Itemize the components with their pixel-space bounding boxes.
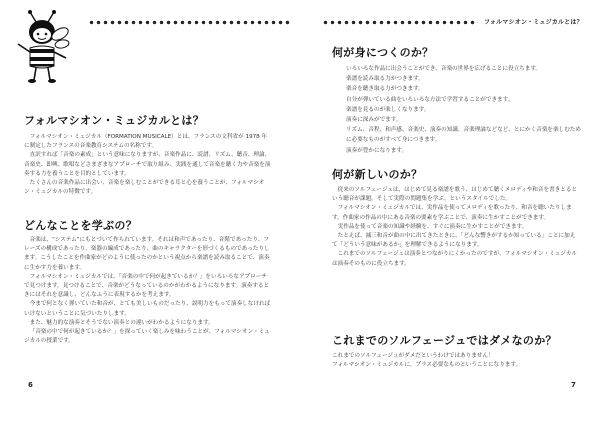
list-item: 演奏が豊かになります。 bbox=[346, 147, 408, 154]
paragraph: たとえば、減三和音が曲の中に出てきたときに、「どんな響きがするか知っている」ことに加えて「どういう意味があるか」を理解できるようになります。 bbox=[332, 233, 576, 249]
section-title-what-to-learn: どんなことを学ぶの？ bbox=[24, 219, 137, 232]
paragraph: たくさんの音楽作品に出会い、音楽を楽しむことができる耳と心を養うことが、フォルマシオン・ミュジカルの特徴です。 bbox=[24, 180, 265, 196]
paragraph: フォルマシオン・ミュジカルでは、実作品を使ってメロディを歌ったり、和音を聴いたりします。作曲家の作品の中にある音楽の要素を学ぶことで、演奏に生かすことができます。 bbox=[332, 205, 572, 221]
section-body-old-solfege bbox=[332, 352, 580, 370]
list-item: 自分が弾いている曲をいろいろな方法で学習することができます。 bbox=[346, 96, 514, 103]
paragraph: これまでのソルフェージュがダメだというわけではありません！ bbox=[332, 353, 494, 359]
paragraph: 今まで何となく弾いていた和音が、とても美しいものだったり、説明力をもって演奏しなければいけないということに気づいたりします。 bbox=[24, 301, 271, 317]
paragraph: 従来のソルフェージュは、はじめて見る楽譜を歌う、はじめて聴くメロディや和音を書きとるという聴音が課題。そして実際の問題集を学ぶ。というスタイルでした。 bbox=[332, 187, 578, 203]
list-item: 楽譜を読み取る力がつきます。 bbox=[346, 76, 424, 83]
running-head: フォルマシオン・ミュジカルとは？ bbox=[484, 19, 583, 26]
benefits-list bbox=[346, 64, 586, 156]
list-item: リズム、音程、和声感、音楽史、演奏の知識、音楽理論などなど、とにかく音楽を楽しむために必要なものがすべて身につきます。 bbox=[346, 127, 581, 144]
section-title-what-you-gain: 何が身につくのか？ bbox=[332, 46, 434, 59]
paragraph: 実作品を使って音楽の知識や経験を、すぐに演奏に生かすことができます。 bbox=[337, 223, 528, 230]
list-item: 楽譜を見るのが楽しくなります。 bbox=[346, 106, 430, 113]
section-title-old-solfege: これまでのソルフェージュではダメなのか？ bbox=[332, 334, 557, 347]
section-body-what-to-learn bbox=[24, 236, 272, 346]
section-body-whats-new bbox=[332, 186, 580, 269]
page-number-left: 6 bbox=[28, 381, 33, 389]
page-number-right: 7 bbox=[571, 381, 576, 389]
section-title-formation-musicale: フォルマシオン・ミュジカルとは？ bbox=[24, 114, 205, 127]
section-body-formation-musicale bbox=[24, 133, 272, 197]
paragraph: フォルマシオン・ミュジカル（FORMATION MUSICALE）とは、フランスの文科省が 1978 年に制定したフランスの音楽教育システムの名称です。 bbox=[24, 134, 268, 150]
paragraph: フォルマシオン・ミュジカルに、プラス必要なものということになります。 bbox=[332, 362, 522, 369]
section-title-whats-new: 何が新しいのか？ bbox=[332, 168, 423, 181]
paragraph: これまでのソルフェージュは演奏とつながりにくかったのですが、フォルマシオン・ミュジカルは演奏そのものに役立ちます。 bbox=[332, 251, 578, 267]
bee-mascot-icon bbox=[8, 8, 78, 86]
paragraph: また、魅力的な演奏とそうでない演奏との違いがわかるようになります。 bbox=[29, 319, 214, 326]
dotted-rule bbox=[322, 20, 478, 25]
right-page bbox=[300, 0, 600, 424]
list-item: 演奏に深みがでます。 bbox=[346, 117, 402, 124]
paragraph: 直訳すれば「音楽の素成」という意味になりますが、音楽作品に、読譜、リズム、聴音、理論、音楽史、即興、歌唱などさまざまなアプローチで取り組み、実践を通して音楽を聴く力や音楽を演奏する力を養うことを目的としています。 bbox=[24, 152, 271, 177]
paragraph: 「音楽の中で何が起きているか？」を探っていく楽しみを味わうことが、フォルマシオン・ミュジカルの授業です。 bbox=[24, 329, 270, 345]
list-item: 楽音を聴き取る力がつきます。 bbox=[346, 86, 424, 93]
list-item: いろいろな作品に出会うことができ、音楽の世界を広げることに役立ちます。 bbox=[346, 66, 542, 72]
dotted-rule bbox=[88, 20, 290, 25]
paragraph: フォルマシオン・ミュジカルでは、「音楽の中で何が起きているか？」をいろいろなアプローチで見つけます。見つけることで、音楽がどうなっているのかがわかるようになります。演奏するときにはそれを意識し、どんなふうに表現するかを考えます。 bbox=[24, 273, 270, 299]
paragraph: 音楽は、“システム”にもとづいて作られています。それは和声であったり、音階であったり、フレーズの構成であったり、楽器の編成であったり、曲のキャラクターを形づくるものであったりします。こうしたことを作曲家がどのように使ったのかという視点から楽譜を読み取ることで、演奏に生かす力を養います。 bbox=[24, 237, 270, 271]
